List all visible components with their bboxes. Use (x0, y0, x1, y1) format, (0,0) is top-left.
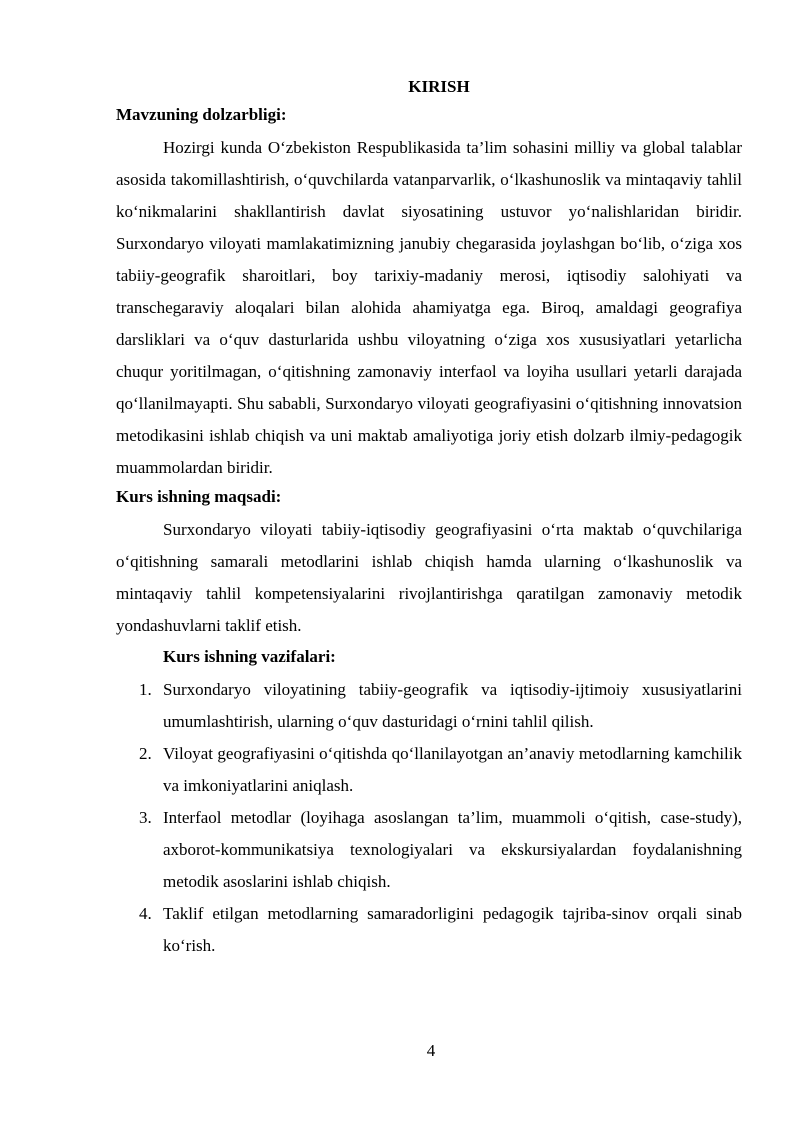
list-item-number: 3. (139, 808, 152, 827)
document-title: KIRISH (408, 77, 470, 96)
list-item (116, 802, 742, 898)
list-item (116, 738, 742, 802)
relevance-paragraph: Hozirgi kunda O‘zbekiston Respublikasida ta’lim sohasini milliy va global talablar asosida takomillashtirish, o‘quvchilarda vatanparvarlik, o‘lkashunoslik va mintaqaviy tahlil ko‘nikmalarini shakllantirish davlat siyosatining ustuvor yo‘nalishlaridan biridir. Surxondaryo viloyati mamlakatimizning janubiy chegarasida joylashgan bo‘lib, o‘ziga xos tabiiy-geografik sharoitlari, boy tarixiy-madaniy merosi, iqtisodiy salohiyati va transchegaraviy aloqalari bilan alohida ahamiyatga ega. Biroq, amaldagi geografiya darsliklari va o‘quv dasturlarida ushbu viloyatning o‘ziga xos xususiyatlari yetarlicha chuqur yoritilmagan, o‘qitishning zamonaviy interfaol va loyiha usullari yetarli darajada qo‘llanilmayapti. Shu sababli, Surxondaryo viloyati geografiyasini o‘qitishning innovatsion metodikasini ishlab chiqish va uni maktab amaliyotiga joriy etish dolzarb ilmiy-pedagogik muammolardan biridir. (116, 138, 742, 477)
list-item-text: Viloyat geografiyasini o‘qitishda qo‘llanilayotgan an’anaviy metodlarning kamchilik va imkoniyatlarini aniqlash. (163, 744, 742, 795)
relevance-heading: Mavzuning dolzarbligi: (116, 105, 287, 124)
list-item-text: Taklif etilgan metodlarning samaradorligini pedagogik tajriba-sinov orqali sinab ko‘rish. (163, 904, 742, 955)
list-item (116, 898, 742, 962)
document-page (116, 76, 742, 962)
list-item (116, 674, 742, 738)
list-item-number: 1. (139, 680, 152, 699)
tasks-list (116, 674, 742, 962)
goal-heading: Kurs ishning maqsadi: (116, 487, 282, 506)
list-item-text: Interfaol metodlar (loyihaga asoslangan ta’lim, muammoli o‘qitish, case-study), axborot-kommunikatsiya texnologiyalari va ekskursiyalardan foydalanishning metodik asoslarini ishlab chiqish. (163, 808, 742, 891)
page-number: 4 (426, 1041, 436, 1060)
list-item-number: 4. (139, 904, 152, 923)
goal-paragraph: Surxondaryo viloyati tabiiy-iqtisodiy geografiyasini o‘rta maktab o‘quvchilariga o‘qitishning samarali metodlarini ishlab chiqish hamda ularning o‘lkashunoslik va mintaqaviy tahlil kompetensiyalarini rivojlantirishga qaratilgan zamonaviy metodik yondashuvlarni taklif etish. (116, 520, 742, 635)
list-item-number: 2. (139, 744, 152, 763)
list-item-text: Surxondaryo viloyatining tabiiy-geografik va iqtisodiy-ijtimoiy xususiyatlarini umumlashtirish, ularning o‘quv dasturidagi o‘rnini tahlil qilish. (163, 680, 742, 731)
tasks-heading: Kurs ishning vazifalari: (163, 647, 336, 666)
